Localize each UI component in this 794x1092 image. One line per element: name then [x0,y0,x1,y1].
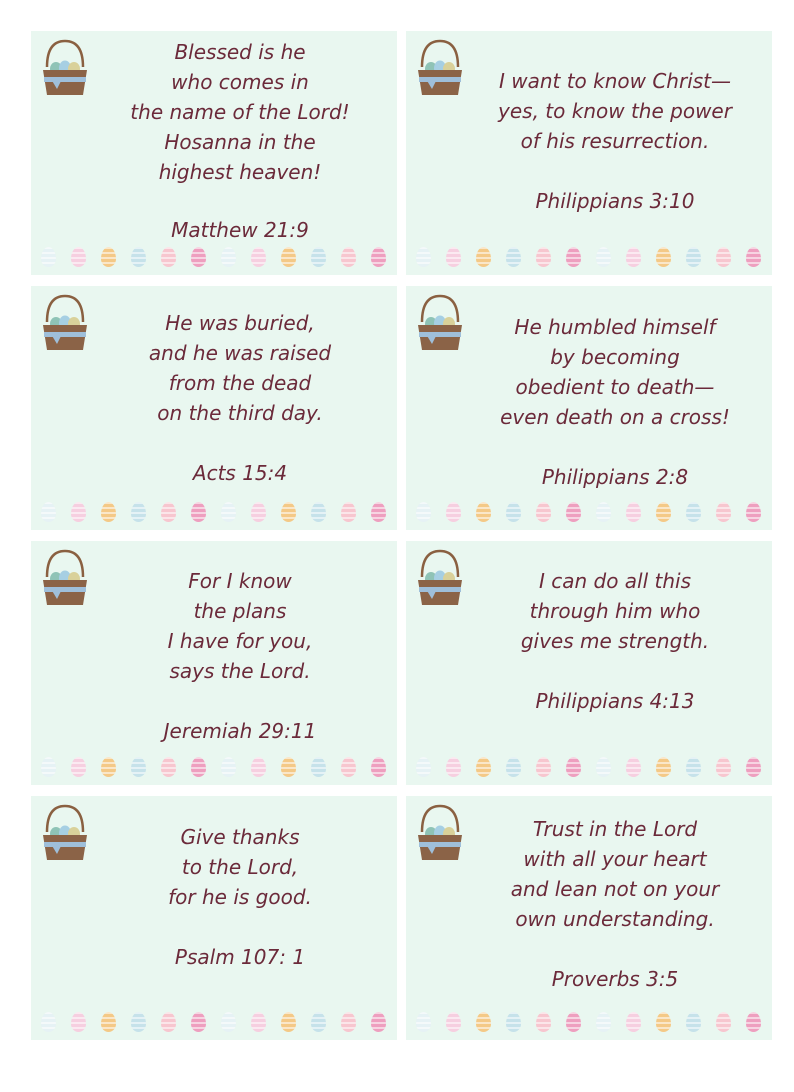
easter-egg-icon [131,757,146,777]
easter-egg-icon [596,502,611,522]
easter-egg-icon [476,1012,491,1032]
verse-card-acts [31,286,397,530]
easter-egg-icon [446,1012,461,1032]
easter-basket-icon [39,37,91,97]
easter-egg-icon [536,757,551,777]
easter-egg-icon [566,757,581,777]
easter-egg-icon [281,247,296,267]
easter-egg-icon [221,1012,236,1032]
easter-egg-icon [41,502,56,522]
easter-egg-icon [371,757,386,777]
verse-reference: Philippians 4:13 [535,689,695,713]
easter-egg-icon [716,757,731,777]
easter-egg-icon [101,757,116,777]
easter-egg-icon [686,247,701,267]
easter-egg-icon [656,1012,671,1032]
verse-card-psalm [31,796,397,1040]
easter-egg-icon [746,757,761,777]
easter-egg-icon [596,247,611,267]
easter-egg-icon [686,502,701,522]
easter-egg-icon [251,247,266,267]
easter-egg-icon [686,1012,701,1032]
easter-egg-icon [41,1012,56,1032]
easter-egg-icon [191,1012,206,1032]
easter-egg-icon [476,757,491,777]
easter-basket-icon [39,292,91,352]
easter-egg-icon [371,502,386,522]
easter-egg-icon [416,757,431,777]
easter-egg-icon [341,1012,356,1032]
verse-text: He humbled himself by becoming obedient to death— even death on a cross! [500,315,730,429]
easter-basket-icon [414,292,466,352]
verse-reference: Proverbs 3:5 [551,967,679,991]
easter-egg-icon [686,757,701,777]
easter-egg-icon [251,1012,266,1032]
easter-egg-icon [131,247,146,267]
verse-reference: Jeremiah 29:11 [163,719,317,743]
verse-reference: Matthew 21:9 [171,218,309,242]
easter-egg-icon [221,757,236,777]
easter-egg-icon [281,1012,296,1032]
easter-egg-icon [311,1012,326,1032]
easter-egg-icon [191,247,206,267]
verse-text: He was buried, and he was raised from the dead on the third day. [148,311,332,425]
verse-card-jeremiah [31,541,397,785]
verse-reference: Acts 15:4 [192,461,288,485]
easter-egg-icon [101,502,116,522]
easter-egg-icon [506,247,521,267]
easter-egg-icon [536,502,551,522]
easter-egg-icon [71,247,86,267]
easter-egg-icon [416,247,431,267]
verse-text: Give thanks to the Lord, for he is good. [168,825,312,909]
easter-egg-icon [536,1012,551,1032]
easter-egg-icon [506,502,521,522]
verse-text: I can do all this through him who gives me strength. [520,569,710,653]
verse-reference: Philippians 2:8 [541,465,689,489]
verse-card-philippians-4-13 [406,541,772,785]
easter-egg-icon [341,247,356,267]
verse-card-philippians-3-10 [406,31,772,275]
easter-egg-icon [341,502,356,522]
verse-card-matthew [31,31,397,275]
easter-egg-icon [626,1012,641,1032]
easter-egg-icon [746,502,761,522]
easter-basket-icon [414,547,466,607]
easter-egg-icon [626,247,641,267]
easter-egg-icon [656,247,671,267]
verse-text: Blessed is he who comes in the name of the Lord! Hosanna in the highest heaven! [130,40,350,184]
easter-egg-icon [251,757,266,777]
easter-egg-icon [746,247,761,267]
easter-egg-icon [131,502,146,522]
egg-border [31,1012,397,1034]
easter-egg-icon [566,247,581,267]
easter-egg-icon [506,1012,521,1032]
easter-egg-icon [311,247,326,267]
easter-egg-icon [311,757,326,777]
egg-border [31,502,397,524]
easter-egg-icon [476,502,491,522]
egg-border [31,757,397,779]
verse-text: I want to know Christ— yes, to know the power of his resurrection. [498,69,732,153]
easter-egg-icon [626,502,641,522]
easter-egg-icon [446,757,461,777]
easter-egg-icon [746,1012,761,1032]
easter-basket-icon [39,547,91,607]
easter-basket-icon [39,802,91,862]
easter-egg-icon [71,757,86,777]
easter-basket-icon [414,37,466,97]
easter-egg-icon [161,1012,176,1032]
easter-egg-icon [161,502,176,522]
easter-egg-icon [536,247,551,267]
verse-reference: Philippians 3:10 [535,189,695,213]
easter-egg-icon [566,1012,581,1032]
verse-text: For I know the plans I have for you, says the Lord. [167,569,313,683]
easter-egg-icon [281,502,296,522]
verse-text: Trust in the Lord with all your heart and lean not on your own understanding. [510,817,720,931]
easter-egg-icon [101,1012,116,1032]
easter-egg-icon [506,757,521,777]
easter-egg-icon [656,502,671,522]
easter-egg-icon [311,502,326,522]
easter-egg-icon [161,247,176,267]
easter-egg-icon [101,247,116,267]
easter-egg-icon [341,757,356,777]
easter-egg-icon [626,757,641,777]
easter-egg-icon [596,757,611,777]
easter-egg-icon [566,502,581,522]
egg-border [406,247,772,269]
egg-border [406,502,772,524]
verse-card-proverbs [406,796,772,1040]
easter-egg-icon [161,757,176,777]
egg-border [406,757,772,779]
easter-egg-icon [476,247,491,267]
easter-egg-icon [41,757,56,777]
egg-border [406,1012,772,1034]
easter-egg-icon [221,247,236,267]
easter-egg-icon [716,1012,731,1032]
easter-egg-icon [716,502,731,522]
easter-basket-icon [414,802,466,862]
easter-egg-icon [251,502,266,522]
easter-egg-icon [446,247,461,267]
easter-egg-icon [446,502,461,522]
easter-egg-icon [281,757,296,777]
easter-egg-icon [131,1012,146,1032]
easter-egg-icon [191,757,206,777]
easter-egg-icon [71,1012,86,1032]
easter-egg-icon [71,502,86,522]
verse-reference: Psalm 107: 1 [174,945,306,969]
easter-egg-icon [416,1012,431,1032]
easter-egg-icon [716,247,731,267]
easter-egg-icon [41,247,56,267]
easter-egg-icon [221,502,236,522]
easter-egg-icon [416,502,431,522]
verse-card-philippians-2-8 [406,286,772,530]
easter-egg-icon [371,1012,386,1032]
egg-border [31,247,397,269]
easter-egg-icon [596,1012,611,1032]
easter-egg-icon [371,247,386,267]
easter-egg-icon [656,757,671,777]
easter-egg-icon [191,502,206,522]
